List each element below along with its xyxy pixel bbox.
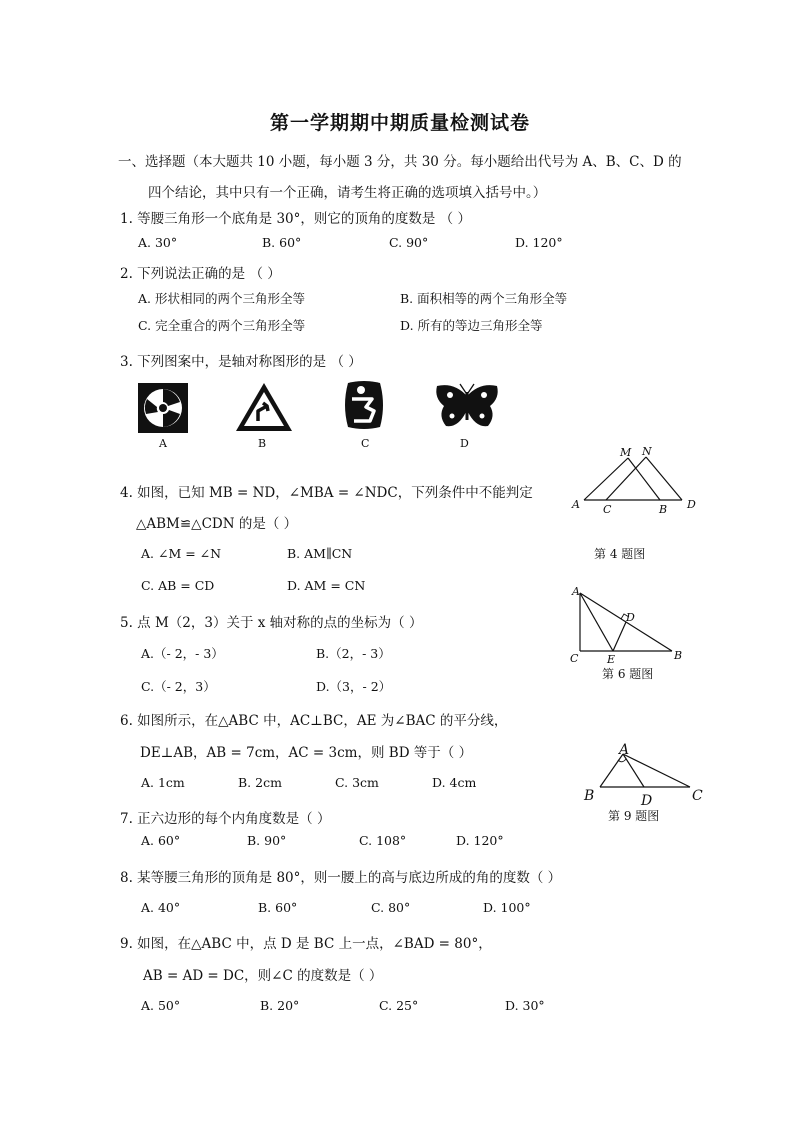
question-1-stem: 1. 等腰三角形一个底角是 30°，则它的顶角的度数是 （ ） — [120, 211, 471, 227]
question-3-stem: 3. 下列图案中，是轴对称图形的是 （ ） — [120, 354, 362, 370]
point-label-c: C — [692, 788, 703, 804]
point-label-b: B — [584, 788, 595, 804]
point-label-e: E — [607, 653, 616, 666]
section-instructions-line1: 一、选择题（本大题共 10 小题，每小题 3 分，共 30 分。每小题给出代号为 A、B、C、D 的 — [118, 154, 682, 170]
question-4-option-b: B. AM∥CN — [287, 546, 353, 561]
question-2-option-b: B. 面积相等的两个三角形全等 — [400, 291, 568, 306]
question-2-option-d: D. 所有的等边三角形全等 — [400, 318, 543, 333]
question-7-option-c: C. 108° — [359, 833, 407, 848]
point-label-d: D — [626, 611, 635, 624]
figure-c-seal-figure — [342, 379, 386, 431]
question-4-stem-line1: 4. 如图，已知 MB = ND，∠MBA = ∠NDC，下列条件中不能判定 — [120, 485, 533, 501]
question-8-option-d: D. 100° — [483, 900, 531, 915]
question-1-option-a: A. 30° — [138, 235, 178, 250]
question-9-option-c: C. 25° — [379, 998, 419, 1013]
question-1-option-c: C. 90° — [389, 235, 429, 250]
question-4-option-c: C. AB = CD — [141, 578, 215, 593]
question-6-option-a: A. 1cm — [141, 775, 185, 790]
question-6-stem-line1: 6. 如图所示，在△ABC 中，AC⊥BC，AE 为∠BAC 的平分线， — [120, 713, 508, 729]
question-6-option-b: B. 2cm — [238, 775, 282, 790]
point-label-d: D — [687, 498, 696, 511]
question-9-figure-caption: 第 9 题图 — [608, 809, 660, 823]
question-4-figure-caption: 第 4 题图 — [594, 547, 646, 561]
question-2-stem: 2. 下列说法正确的是 （ ） — [120, 266, 281, 282]
question-5-stem: 5. 点 M（2，3）关于 x 轴对称的点的坐标为（ ） — [120, 615, 423, 631]
question-5-option-d: D.（3，- 2） — [316, 679, 392, 694]
point-label-a: A — [619, 742, 630, 758]
point-label-n: N — [642, 445, 652, 458]
question-7-option-d: D. 120° — [456, 833, 504, 848]
point-label-m: M — [620, 446, 632, 459]
figure-a-label: A — [159, 437, 167, 450]
question-5-option-b: B.（2，- 3） — [316, 646, 391, 661]
figure-b-label: B — [258, 437, 267, 450]
point-label-c: C — [603, 503, 612, 516]
question-6-stem-line2: DE⊥AB，AB = 7cm，AC = 3cm，则 BD 等于（ ） — [140, 745, 473, 761]
question-8-option-b: B. 60° — [258, 900, 298, 915]
question-9-stem-line1: 9. 如图，在△ABC 中，点 D 是 BC 上一点，∠BAD = 80°， — [120, 936, 492, 952]
question-8-stem: 8. 某等腰三角形的顶角是 80°，则一腰上的高与底边所成的角的度数（ ） — [120, 870, 562, 886]
question-9-option-b: B. 20° — [260, 998, 300, 1013]
question-4-option-d: D. AM = CN — [287, 578, 366, 593]
question-8-option-c: C. 80° — [371, 900, 411, 915]
point-label-c: C — [570, 652, 579, 665]
question-7-option-a: A. 60° — [141, 833, 181, 848]
figure-d-butterfly — [434, 382, 500, 432]
page-title: 第一学期期中期质量检测试卷 — [270, 112, 531, 134]
question-9-stem-line2: AB = AD = DC，则∠C 的度数是（ ） — [143, 968, 383, 984]
question-1-option-d: D. 120° — [515, 235, 563, 250]
figure-a-swirl-logo — [138, 383, 188, 433]
question-6-option-c: C. 3cm — [335, 775, 379, 790]
question-6-figure — [570, 585, 690, 665]
point-label-a: A — [572, 498, 580, 511]
question-4-option-a: A. ∠M = ∠N — [141, 546, 222, 561]
question-4-stem-line2: △ABM≌△CDN 的是（ ） — [136, 516, 298, 532]
point-label-d: D — [641, 793, 653, 809]
question-2-option-a: A. 形状相同的两个三角形全等 — [138, 291, 305, 306]
question-6-option-d: D. 4cm — [432, 775, 477, 790]
point-label-a: A — [572, 585, 580, 598]
question-6-figure-caption: 第 6 题图 — [602, 667, 654, 681]
question-7-stem: 7. 正六边形的每个内角度数是（ ） — [120, 811, 331, 827]
question-5-option-a: A.（- 2，- 3） — [141, 646, 224, 661]
question-8-option-a: A. 40° — [141, 900, 181, 915]
question-5-option-c: C.（- 2，3） — [141, 679, 216, 694]
point-label-b: B — [659, 503, 668, 516]
question-2-option-c: C. 完全重合的两个三角形全等 — [138, 318, 306, 333]
figure-b-warning-sign — [234, 381, 294, 433]
question-1-option-b: B. 60° — [262, 235, 302, 250]
question-7-option-b: B. 90° — [247, 833, 287, 848]
figure-d-label: D — [460, 437, 469, 450]
question-9-option-d: D. 30° — [505, 998, 545, 1013]
question-4-figure — [570, 444, 700, 519]
figure-c-label: C — [361, 437, 370, 450]
question-9-figure — [582, 743, 712, 808]
point-label-b: B — [674, 649, 683, 662]
section-instructions-line2: 四个结论，其中只有一个正确，请考生将正确的选项填入括号中。） — [148, 185, 547, 201]
question-9-option-a: A. 50° — [141, 998, 181, 1013]
